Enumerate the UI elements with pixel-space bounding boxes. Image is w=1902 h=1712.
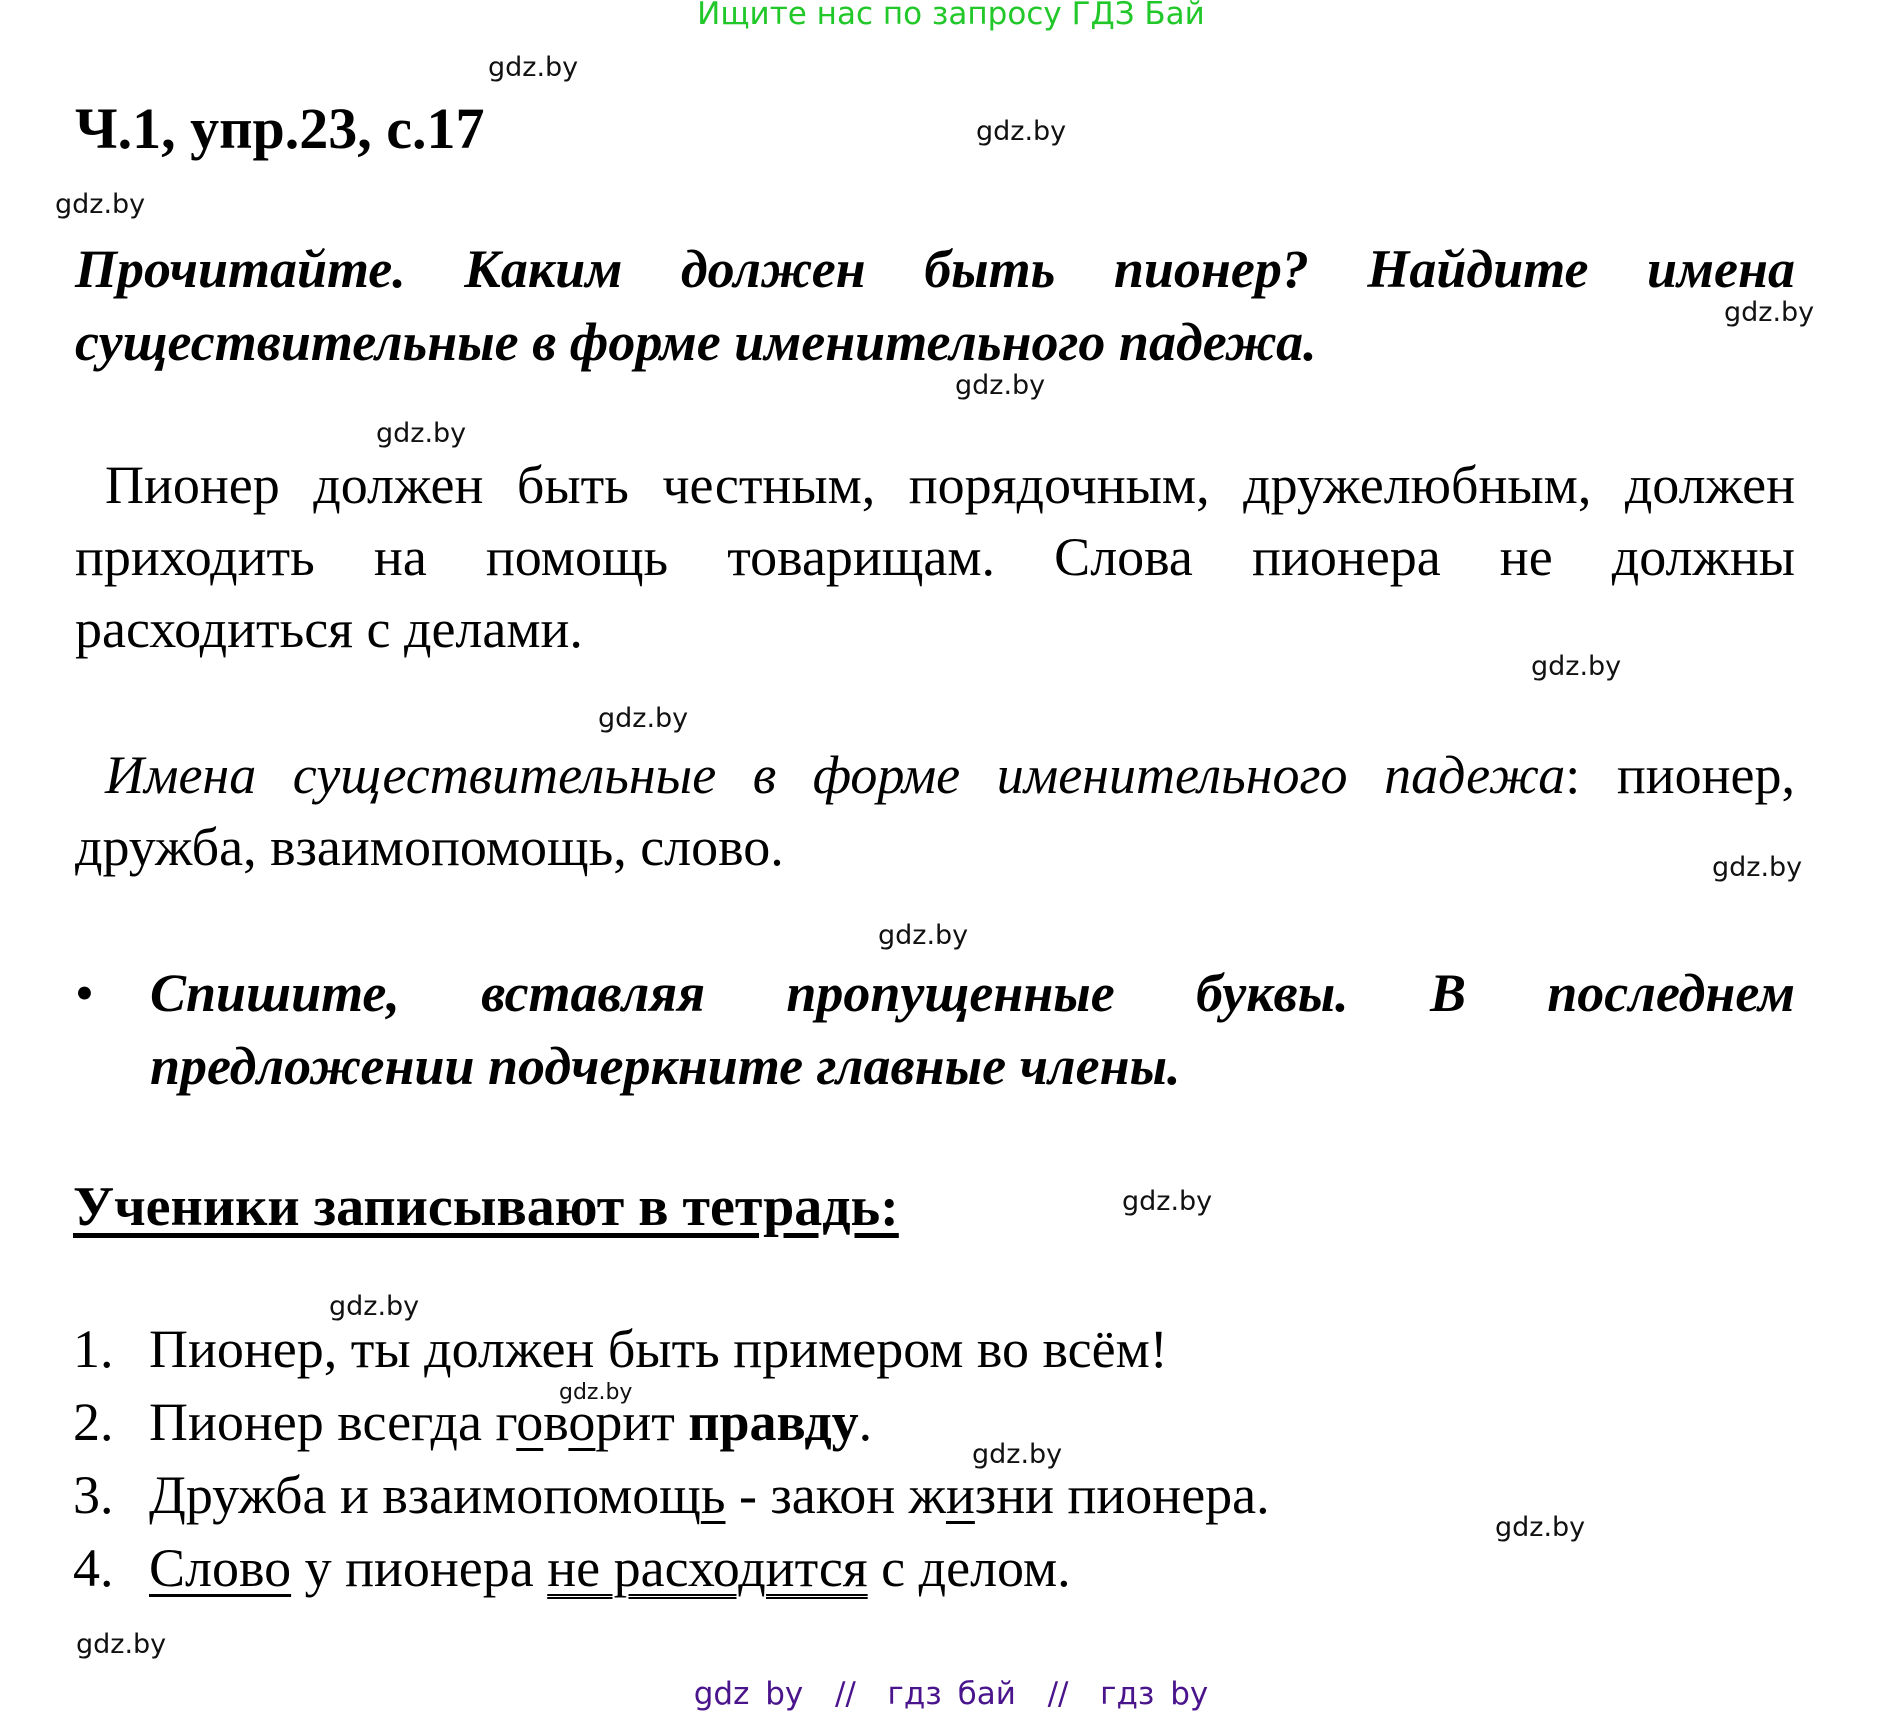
footer-links: gdz by // гдз бай // гдз by [693, 1676, 1209, 1712]
task-instruction-line: предложении подчеркните главные члены. [150, 1036, 1181, 1096]
sentence-text: . [858, 1392, 873, 1452]
sentence-text: Дружба и взаимопомощ [149, 1465, 701, 1525]
sentence-text: зни пионера. [974, 1465, 1270, 1525]
exercise-title: Ч.1, упр.23, с.17 [75, 96, 485, 161]
predicate-underlined: не расходится [547, 1538, 868, 1598]
inserted-letter: о [516, 1392, 544, 1452]
watermark: gdz.by [976, 116, 1067, 147]
task-instruction-line: Спишите, вставляя пропущенные буквы. В последнем [150, 963, 1795, 1023]
sentence-text: Пионер, ты должен быть примером во всём! [149, 1319, 1168, 1379]
sentence-text: с делом. [867, 1538, 1071, 1598]
answer-paragraph-line: расходиться с делами. [75, 599, 583, 659]
watermark: gdz.by [955, 370, 1046, 401]
watermark: gdz.by [1122, 1186, 1213, 1217]
list-number: 3. [73, 1465, 114, 1525]
watermark: gdz.by [1495, 1512, 1586, 1543]
watermark: gdz.by [598, 703, 689, 734]
answer-paragraph-line: приходить на помощь товарищам. Слова пионера не должны [75, 527, 1795, 587]
search-banner: Ищите нас по запросу ГДЗ Бай [697, 0, 1205, 32]
watermark: gdz.by [878, 920, 969, 951]
section-heading: Ученики записывают в тетрадь: [73, 1176, 899, 1238]
nouns-list: пионер, [1580, 745, 1796, 805]
inserted-letter: о [568, 1392, 596, 1452]
subject-underlined: Слово [149, 1538, 292, 1598]
answer-paragraph-line: Пионер должен быть честным, порядочным, дружелюбным, должен [105, 455, 1795, 515]
list-item [73, 1391, 872, 1453]
nouns-colon: : [1565, 745, 1581, 805]
watermark: gdz.by [1712, 852, 1803, 883]
list-number: 4. [73, 1538, 114, 1598]
watermark: gdz.by [376, 418, 467, 449]
list-item [73, 1537, 1071, 1599]
sentence-text: в [543, 1392, 569, 1452]
nouns-list-line: дружба, взаимопомощь, слово. [75, 817, 784, 877]
nouns-label: Имена существительные в форме именительного падежа [105, 745, 1566, 805]
sentence-text: у пионера [291, 1538, 548, 1598]
list-item [73, 1464, 1270, 1526]
watermark: gdz.by [55, 189, 146, 220]
bold-word: правду [688, 1392, 859, 1452]
list-number: 2. [73, 1392, 114, 1452]
sentence-text: рит [595, 1392, 689, 1452]
inserted-letter: ь [700, 1465, 726, 1525]
watermark: gdz.by [76, 1629, 167, 1660]
watermark: gdz.by [1724, 297, 1815, 328]
list-item [73, 1318, 1168, 1380]
list-number: 1. [73, 1319, 114, 1379]
sentence-text: - закон ж [725, 1465, 946, 1525]
watermark: gdz.by [329, 1291, 420, 1322]
bullet-icon: • [75, 963, 94, 1023]
watermark: gdz.by [488, 52, 579, 83]
task-instruction-line: Прочитайте. Каким должен быть пионер? Найдите имена [75, 239, 1795, 299]
inserted-letter: и [945, 1465, 975, 1525]
task-instruction-line: существительные в форме именительного падежа. [75, 312, 1317, 372]
watermark: gdz.by [559, 1380, 633, 1405]
watermark: gdz.by [1531, 651, 1622, 682]
watermark: gdz.by [972, 1439, 1063, 1470]
sentence-text: Пионер всегда г [149, 1392, 517, 1452]
nouns-line [75, 744, 1795, 806]
